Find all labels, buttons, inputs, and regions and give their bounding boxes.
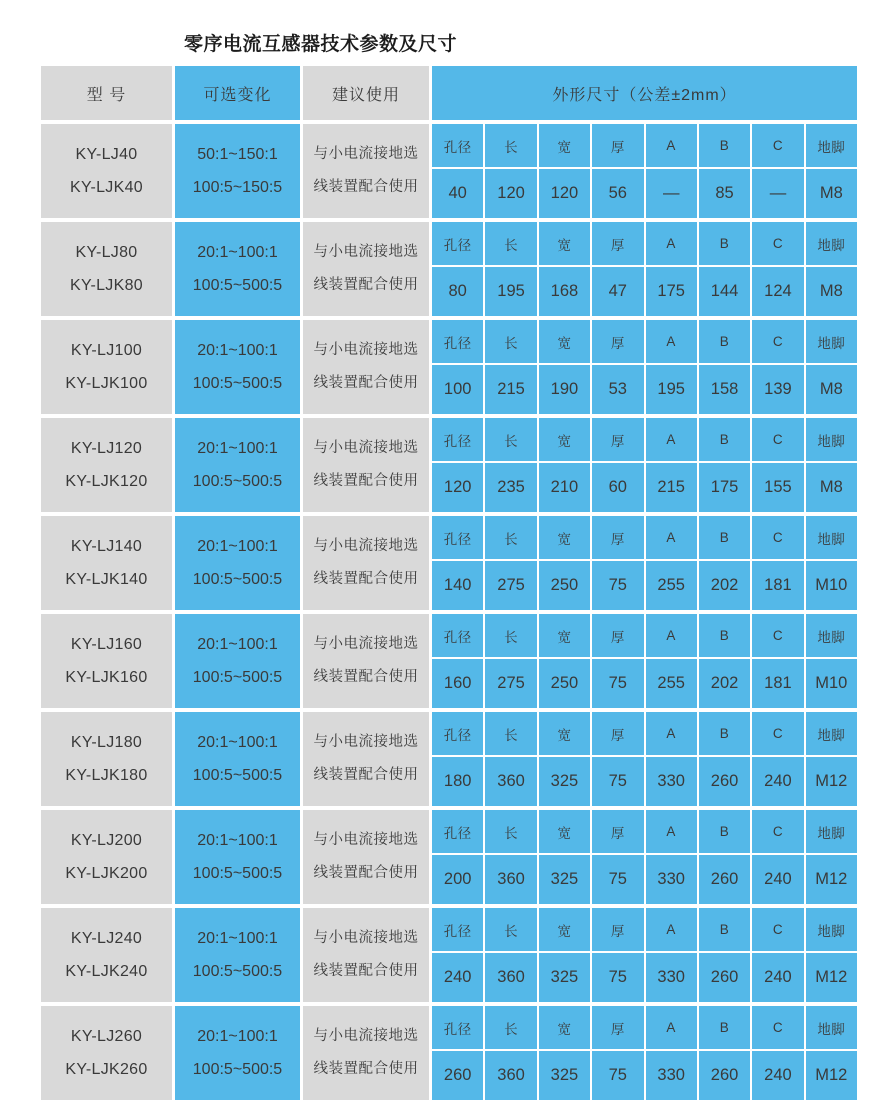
- dim-value-c: —: [752, 169, 803, 218]
- table-row: [41, 712, 857, 806]
- dim-header-thickness: 厚: [592, 124, 643, 167]
- model-name: KY-LJK120: [65, 473, 148, 490]
- ratio-value: 20:1~100:1: [197, 440, 278, 457]
- dim-value-length: 235: [485, 463, 536, 512]
- ratio-value: 100:5~500:5: [192, 571, 283, 588]
- model-name: KY-LJK200: [65, 865, 148, 882]
- dim-value-length: 275: [485, 659, 536, 708]
- dim-value-b: 260: [699, 953, 750, 1002]
- usage-line: 线装置配合使用: [313, 375, 419, 391]
- dim-header-width: 宽: [539, 124, 590, 167]
- dim-value-foot: M12: [806, 1051, 857, 1100]
- dim-header-width: 宽: [539, 516, 590, 559]
- dim-header-width: 宽: [539, 418, 590, 461]
- dim-value-c: 181: [752, 561, 803, 610]
- usage-line: 与小电流接地选: [313, 440, 419, 456]
- dim-value-b: 260: [699, 1051, 750, 1100]
- dim-value-width: 250: [539, 561, 590, 610]
- model-name: KY-LJ200: [70, 832, 143, 849]
- ratio-value: 20:1~100:1: [197, 342, 278, 359]
- table-row: [41, 614, 857, 708]
- model-name: KY-LJ140: [70, 538, 143, 555]
- usage-line: 线装置配合使用: [313, 277, 419, 293]
- ratio-value: 20:1~100:1: [197, 244, 278, 261]
- dim-header-bore: 孔径: [432, 614, 483, 657]
- ratio-value: 100:5~500:5: [192, 375, 283, 392]
- model-name: KY-LJK240: [65, 963, 148, 980]
- model-cell: [41, 614, 172, 708]
- dim-value-width: 190: [539, 365, 590, 414]
- dim-value-width: 325: [539, 855, 590, 904]
- dim-header-c: C: [752, 124, 803, 167]
- dim-header-c: C: [752, 614, 803, 657]
- model-name: KY-LJK180: [65, 767, 148, 784]
- dimensions-subtable: [432, 516, 857, 610]
- dim-header-length: 长: [485, 516, 536, 559]
- usage-line: 与小电流接地选: [313, 146, 419, 162]
- dim-value-foot: M8: [806, 365, 857, 414]
- ratio-value: 100:5~500:5: [192, 963, 283, 980]
- dim-value-b: 85: [699, 169, 750, 218]
- dim-value-bore: 260: [432, 1051, 483, 1100]
- dim-value-bore: 80: [432, 267, 483, 316]
- dim-value-foot: M12: [806, 757, 857, 806]
- model-name: KY-LJ260: [70, 1028, 143, 1045]
- dim-value-bore: 100: [432, 365, 483, 414]
- dim-value-width: 325: [539, 1051, 590, 1100]
- dimensions-subtable: [432, 418, 857, 512]
- usage-cell: [303, 712, 429, 806]
- dim-header-bore: 孔径: [432, 418, 483, 461]
- dim-header-width: 宽: [539, 614, 590, 657]
- dim-value-thickness: 75: [592, 1051, 643, 1100]
- usage-line: 与小电流接地选: [313, 244, 419, 260]
- dim-header-a: A: [646, 614, 697, 657]
- usage-line: 与小电流接地选: [313, 1028, 419, 1044]
- dim-header-c: C: [752, 516, 803, 559]
- dim-value-a: 195: [646, 365, 697, 414]
- dim-value-a: 330: [646, 855, 697, 904]
- model-cell: [41, 124, 172, 218]
- usage-line: 线装置配合使用: [313, 473, 419, 489]
- ratio-cell: [175, 908, 300, 1002]
- dim-header-b: B: [699, 516, 750, 559]
- usage-line: 线装置配合使用: [313, 963, 419, 979]
- column-header-dimensions: 外形尺寸（公差±2mm）: [432, 66, 857, 120]
- dimensions-subtable: [432, 222, 857, 316]
- ratio-value: 20:1~100:1: [197, 930, 278, 947]
- dim-value-length: 120: [485, 169, 536, 218]
- dim-header-length: 长: [485, 418, 536, 461]
- column-header-model: 型 号: [41, 66, 172, 120]
- dim-value-foot: M12: [806, 953, 857, 1002]
- dim-value-width: 168: [539, 267, 590, 316]
- ratio-value: 100:5~500:5: [192, 767, 283, 784]
- dim-header-bore: 孔径: [432, 222, 483, 265]
- dim-value-length: 360: [485, 953, 536, 1002]
- dim-header-c: C: [752, 222, 803, 265]
- dim-value-c: 155: [752, 463, 803, 512]
- dim-header-foot: 地脚: [806, 516, 857, 559]
- usage-cell: [303, 908, 429, 1002]
- model-name: KY-LJK40: [70, 179, 143, 196]
- dim-header-width: 宽: [539, 222, 590, 265]
- dimensions-subtable: [432, 614, 857, 708]
- table-row: [41, 320, 857, 414]
- dim-value-width: 210: [539, 463, 590, 512]
- usage-cell: [303, 124, 429, 218]
- dim-header-width: 宽: [539, 712, 590, 755]
- dimensions-subtable: [432, 1006, 857, 1100]
- dim-header-b: B: [699, 712, 750, 755]
- dim-value-c: 139: [752, 365, 803, 414]
- dim-header-thickness: 厚: [592, 516, 643, 559]
- table-row: [41, 810, 857, 904]
- ratio-value: 100:5~500:5: [192, 669, 283, 686]
- model-name: KY-LJ80: [75, 244, 138, 261]
- dim-value-c: 240: [752, 757, 803, 806]
- dim-header-a: A: [646, 320, 697, 363]
- dim-value-bore: 240: [432, 953, 483, 1002]
- dim-header-width: 宽: [539, 1006, 590, 1049]
- dim-value-b: 175: [699, 463, 750, 512]
- dim-value-b: 260: [699, 757, 750, 806]
- model-cell: [41, 1006, 172, 1100]
- dim-header-a: A: [646, 908, 697, 951]
- dim-value-a: 255: [646, 561, 697, 610]
- dim-header-thickness: 厚: [592, 810, 643, 853]
- dim-header-foot: 地脚: [806, 712, 857, 755]
- ratio-value: 100:5~500:5: [192, 1061, 283, 1078]
- usage-line: 线装置配合使用: [313, 865, 419, 881]
- ratio-value: 20:1~100:1: [197, 734, 278, 751]
- dim-header-length: 长: [485, 320, 536, 363]
- model-cell: [41, 222, 172, 316]
- dim-header-b: B: [699, 908, 750, 951]
- dim-header-b: B: [699, 1006, 750, 1049]
- dim-header-width: 宽: [539, 810, 590, 853]
- dim-header-b: B: [699, 124, 750, 167]
- dim-value-bore: 200: [432, 855, 483, 904]
- column-header-ratio: 可选变化: [175, 66, 300, 120]
- dim-header-foot: 地脚: [806, 810, 857, 853]
- ratio-value: 20:1~100:1: [197, 1028, 278, 1045]
- ratio-cell: [175, 222, 300, 316]
- dim-value-thickness: 75: [592, 855, 643, 904]
- model-name: KY-LJK160: [65, 669, 148, 686]
- dim-value-width: 250: [539, 659, 590, 708]
- dim-header-c: C: [752, 908, 803, 951]
- table-row: [41, 222, 857, 316]
- ratio-cell: [175, 320, 300, 414]
- dim-value-a: 255: [646, 659, 697, 708]
- dim-header-bore: 孔径: [432, 320, 483, 363]
- dim-value-foot: M8: [806, 169, 857, 218]
- dim-value-length: 360: [485, 1051, 536, 1100]
- dim-value-b: 260: [699, 855, 750, 904]
- dim-value-b: 144: [699, 267, 750, 316]
- dimensions-subtable: [432, 320, 857, 414]
- dim-value-a: —: [646, 169, 697, 218]
- model-name: KY-LJK100: [65, 375, 148, 392]
- dim-header-thickness: 厚: [592, 712, 643, 755]
- ratio-value: 20:1~100:1: [197, 832, 278, 849]
- usage-line: 线装置配合使用: [313, 669, 419, 685]
- usage-line: 线装置配合使用: [313, 767, 419, 783]
- model-name: KY-LJ40: [75, 146, 138, 163]
- ratio-cell: [175, 1006, 300, 1100]
- dim-value-b: 202: [699, 659, 750, 708]
- dim-header-length: 长: [485, 908, 536, 951]
- ratio-value: 100:5~500:5: [192, 473, 283, 490]
- dim-header-bore: 孔径: [432, 1006, 483, 1049]
- dim-header-c: C: [752, 418, 803, 461]
- dim-header-a: A: [646, 222, 697, 265]
- dim-value-thickness: 75: [592, 953, 643, 1002]
- usage-cell: [303, 516, 429, 610]
- dim-header-length: 长: [485, 222, 536, 265]
- dim-value-thickness: 75: [592, 659, 643, 708]
- ratio-value: 100:5~150:5: [192, 179, 283, 196]
- dim-header-foot: 地脚: [806, 1006, 857, 1049]
- dim-header-width: 宽: [539, 908, 590, 951]
- dim-header-b: B: [699, 418, 750, 461]
- dim-value-bore: 40: [432, 169, 483, 218]
- dim-header-thickness: 厚: [592, 222, 643, 265]
- dim-header-length: 长: [485, 712, 536, 755]
- column-header-usage: 建议使用: [303, 66, 429, 120]
- dim-header-foot: 地脚: [806, 614, 857, 657]
- ratio-value: 100:5~500:5: [192, 865, 283, 882]
- usage-line: 与小电流接地选: [313, 538, 419, 554]
- dim-header-b: B: [699, 810, 750, 853]
- usage-cell: [303, 418, 429, 512]
- usage-line: 与小电流接地选: [313, 734, 419, 750]
- table-row: [41, 1006, 857, 1100]
- model-cell: [41, 712, 172, 806]
- dim-value-bore: 120: [432, 463, 483, 512]
- dim-value-length: 195: [485, 267, 536, 316]
- ratio-value: 100:5~500:5: [192, 277, 283, 294]
- dim-value-bore: 140: [432, 561, 483, 610]
- ratio-value: 50:1~150:1: [197, 146, 278, 163]
- dim-header-a: A: [646, 418, 697, 461]
- usage-line: 与小电流接地选: [313, 342, 419, 358]
- dim-header-thickness: 厚: [592, 908, 643, 951]
- dim-value-a: 330: [646, 757, 697, 806]
- dim-header-c: C: [752, 810, 803, 853]
- model-cell: [41, 810, 172, 904]
- usage-cell: [303, 810, 429, 904]
- dim-value-bore: 180: [432, 757, 483, 806]
- dim-value-thickness: 53: [592, 365, 643, 414]
- dim-header-thickness: 厚: [592, 418, 643, 461]
- dim-value-c: 240: [752, 855, 803, 904]
- dim-header-a: A: [646, 124, 697, 167]
- dim-header-a: A: [646, 712, 697, 755]
- dim-header-foot: 地脚: [806, 222, 857, 265]
- dim-header-thickness: 厚: [592, 614, 643, 657]
- dim-header-b: B: [699, 614, 750, 657]
- dim-value-width: 325: [539, 757, 590, 806]
- dim-value-foot: M10: [806, 659, 857, 708]
- dim-value-length: 360: [485, 757, 536, 806]
- dimensions-subtable: [432, 124, 857, 218]
- spec-table: [41, 66, 857, 1100]
- model-cell: [41, 516, 172, 610]
- dim-value-c: 240: [752, 953, 803, 1002]
- dim-header-thickness: 厚: [592, 1006, 643, 1049]
- table-row: [41, 908, 857, 1002]
- dim-header-b: B: [699, 222, 750, 265]
- usage-cell: [303, 222, 429, 316]
- model-name: KY-LJK80: [70, 277, 143, 294]
- dim-header-c: C: [752, 712, 803, 755]
- dim-header-length: 长: [485, 810, 536, 853]
- dim-value-length: 215: [485, 365, 536, 414]
- dimensions-subtable: [432, 712, 857, 806]
- dim-header-length: 长: [485, 1006, 536, 1049]
- dim-value-foot: M8: [806, 463, 857, 512]
- ratio-cell: [175, 810, 300, 904]
- model-name: KY-LJ180: [70, 734, 143, 751]
- dim-value-c: 240: [752, 1051, 803, 1100]
- dim-value-a: 215: [646, 463, 697, 512]
- model-name: KY-LJ100: [70, 342, 143, 359]
- dim-header-bore: 孔径: [432, 124, 483, 167]
- ratio-cell: [175, 124, 300, 218]
- ratio-cell: [175, 418, 300, 512]
- dim-value-thickness: 47: [592, 267, 643, 316]
- table-header-row: [41, 66, 857, 120]
- dim-header-foot: 地脚: [806, 320, 857, 363]
- dim-header-a: A: [646, 516, 697, 559]
- dim-header-foot: 地脚: [806, 908, 857, 951]
- ratio-value: 20:1~100:1: [197, 636, 278, 653]
- usage-line: 线装置配合使用: [313, 571, 419, 587]
- dim-header-bore: 孔径: [432, 516, 483, 559]
- dim-value-length: 275: [485, 561, 536, 610]
- dim-value-c: 124: [752, 267, 803, 316]
- dim-value-foot: M10: [806, 561, 857, 610]
- dim-value-foot: M12: [806, 855, 857, 904]
- page-title: 零序电流互感器技术参数及尺寸: [184, 34, 458, 55]
- dimensions-subtable: [432, 810, 857, 904]
- dim-header-bore: 孔径: [432, 810, 483, 853]
- model-cell: [41, 320, 172, 414]
- dim-value-b: 158: [699, 365, 750, 414]
- dim-header-foot: 地脚: [806, 124, 857, 167]
- ratio-value: 20:1~100:1: [197, 538, 278, 555]
- dim-value-width: 120: [539, 169, 590, 218]
- dim-value-a: 330: [646, 953, 697, 1002]
- usage-line: 与小电流接地选: [313, 832, 419, 848]
- ratio-cell: [175, 516, 300, 610]
- dim-header-bore: 孔径: [432, 712, 483, 755]
- dim-value-bore: 160: [432, 659, 483, 708]
- model-name: KY-LJ240: [70, 930, 143, 947]
- dim-header-b: B: [699, 320, 750, 363]
- usage-line: 线装置配合使用: [313, 1061, 419, 1077]
- model-name: KY-LJK260: [65, 1061, 148, 1078]
- dim-header-length: 长: [485, 614, 536, 657]
- dim-header-thickness: 厚: [592, 320, 643, 363]
- usage-line: 线装置配合使用: [313, 179, 419, 195]
- usage-cell: [303, 1006, 429, 1100]
- model-name: KY-LJ160: [70, 636, 143, 653]
- ratio-cell: [175, 614, 300, 708]
- dim-header-foot: 地脚: [806, 418, 857, 461]
- table-row: [41, 418, 857, 512]
- dim-value-a: 330: [646, 1051, 697, 1100]
- dim-value-width: 325: [539, 953, 590, 1002]
- dim-value-length: 360: [485, 855, 536, 904]
- table-body: [41, 124, 857, 1100]
- model-name: KY-LJ120: [70, 440, 143, 457]
- dim-value-thickness: 60: [592, 463, 643, 512]
- model-cell: [41, 908, 172, 1002]
- dim-value-foot: M8: [806, 267, 857, 316]
- usage-line: 与小电流接地选: [313, 636, 419, 652]
- dim-value-thickness: 75: [592, 757, 643, 806]
- dim-header-bore: 孔径: [432, 908, 483, 951]
- table-row: [41, 124, 857, 218]
- usage-line: 与小电流接地选: [313, 930, 419, 946]
- usage-cell: [303, 614, 429, 708]
- dim-value-b: 202: [699, 561, 750, 610]
- dim-header-a: A: [646, 1006, 697, 1049]
- dim-header-length: 长: [485, 124, 536, 167]
- dim-header-width: 宽: [539, 320, 590, 363]
- dim-value-thickness: 56: [592, 169, 643, 218]
- dim-header-c: C: [752, 320, 803, 363]
- dim-header-a: A: [646, 810, 697, 853]
- usage-cell: [303, 320, 429, 414]
- dim-header-c: C: [752, 1006, 803, 1049]
- dim-value-a: 175: [646, 267, 697, 316]
- dim-value-thickness: 75: [592, 561, 643, 610]
- ratio-cell: [175, 712, 300, 806]
- dimensions-subtable: [432, 908, 857, 1002]
- model-cell: [41, 418, 172, 512]
- dim-value-c: 181: [752, 659, 803, 708]
- table-row: [41, 516, 857, 610]
- model-name: KY-LJK140: [65, 571, 148, 588]
